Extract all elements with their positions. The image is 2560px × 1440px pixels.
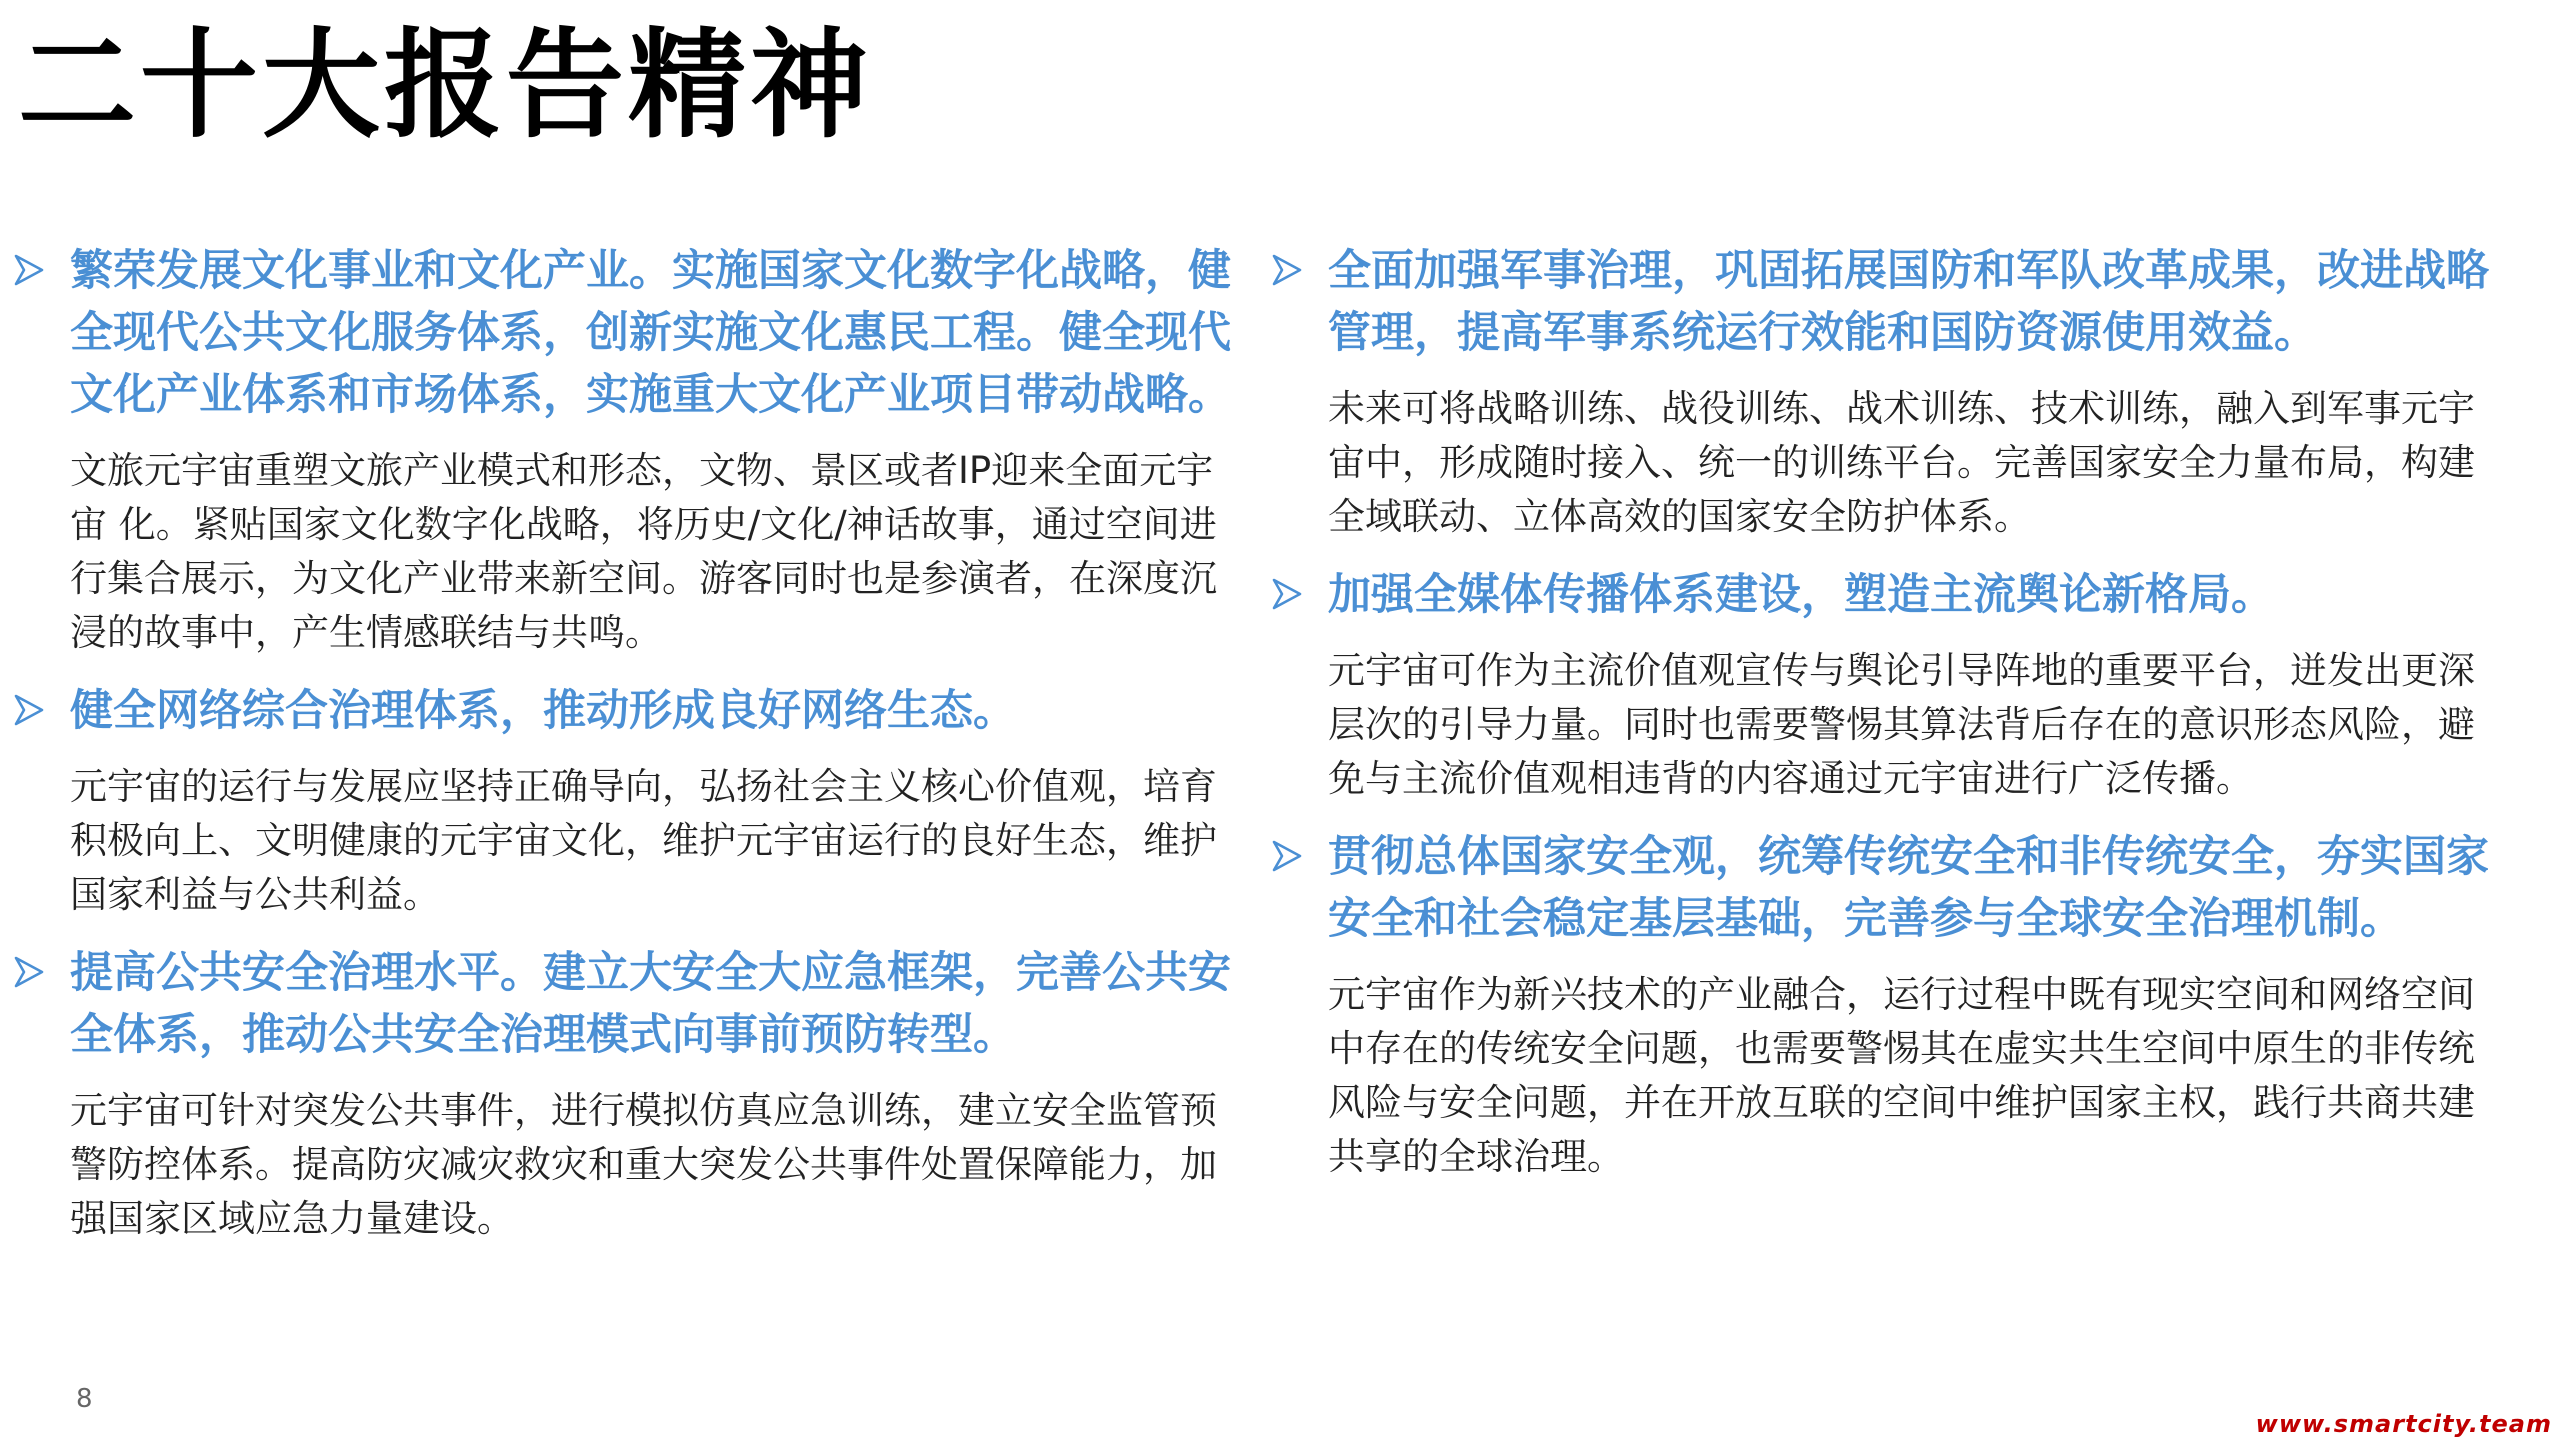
section-public-safety — [14, 942, 1244, 1246]
section-heading — [14, 240, 1244, 426]
section-heading — [1272, 240, 2507, 364]
right-column — [1272, 240, 2507, 1204]
section-body: 文旅元宇宙重塑文旅产业模式和形态，文物、景区或者IP迎来全面元宇宙 化。紧贴国家文化数字化战略，将历史/文化/神话故事，通过空间进行集合展示，为文化产业带来新空间。游客同时也是参演者，在深度沉浸的故事中，产生情感联结与共鸣。 — [70, 449, 1217, 654]
arrow-bullet-icon — [1272, 840, 1302, 872]
section-heading-text: 加强全媒体传播体系建设，塑造主流舆论新格局。 — [1328, 570, 2274, 620]
arrow-bullet-icon — [1272, 254, 1302, 286]
section-heading — [1272, 826, 2507, 950]
arrow-bullet-icon — [14, 254, 44, 286]
section-heading — [1272, 564, 2507, 626]
section-heading — [14, 942, 1244, 1066]
arrow-bullet-icon — [1272, 578, 1302, 610]
left-column — [14, 240, 1244, 1266]
section-body: 元宇宙可针对突发公共事件，进行模拟仿真应急训练，建立安全监管预警防控体系。提高防灾减灾救灾和重大突发公共事件处置保障能力，加强国家区域应急力量建设。 — [70, 1089, 1217, 1240]
arrow-bullet-icon — [14, 694, 44, 726]
section-heading-text: 提高公共安全治理水平。建立大安全大应急框架，完善公共安全体系，推动公共安全治理模式向事前预防转型。 — [70, 948, 1231, 1060]
arrow-bullet-icon — [14, 956, 44, 988]
section-heading-text: 全面加强军事治理，巩固拓展国防和军队改革成果，改进战略管理，提高军事系统运行效能和国防资源使用效益。 — [1328, 246, 2489, 358]
section-body: 元宇宙的运行与发展应坚持正确导向，弘扬社会主义核心价值观，培育积极向上、文明健康的元宇宙文化，维护元宇宙运行的良好生态，维护国家利益与公共利益。 — [70, 765, 1217, 916]
section-body: 未来可将战略训练、战役训练、战术训练、技术训练，融入到军事元宇宙中，形成随时接入、统一的训练平台。完善国家安全力量布局，构建全域联动、立体高效的国家安全防护体系。 — [1328, 387, 2475, 538]
section-heading — [14, 680, 1244, 742]
section-heading-text: 贯彻总体国家安全观，统筹传统安全和非传统安全，夯实国家安全和社会稳定基层基础，完善参与全球安全治理机制。 — [1328, 832, 2489, 944]
section-network — [14, 680, 1244, 922]
section-body: 元宇宙作为新兴技术的产业融合，运行过程中既有现实空间和网络空间中存在的传统安全问题，也需要警惕其在虚实共生空间中原生的非传统风险与安全问题，并在开放互联的空间中维护国家主权，践行共商共建共享的全球治理。 — [1328, 973, 2475, 1178]
section-media — [1272, 564, 2507, 806]
page-title: 二十大报告精神 — [18, 16, 873, 154]
section-national-security — [1272, 826, 2507, 1184]
section-culture — [14, 240, 1244, 660]
section-heading-text: 健全网络综合治理体系，推动形成良好网络生态。 — [70, 686, 1016, 736]
section-body: 元宇宙可作为主流价值观宣传与舆论引导阵地的重要平台，迸发出更深层次的引导力量。同时也需要警惕其算法背后存在的意识形态风险，避免与主流价值观相违背的内容通过元宇宙进行广泛传播。 — [1328, 649, 2475, 800]
section-military — [1272, 240, 2507, 544]
section-heading-text: 繁荣发展文化事业和文化产业。实施国家文化数字化战略，健全现代公共文化服务体系，创新实施文化惠民工程。健全现代文化产业体系和市场体系，实施重大文化产业项目带动战略。 — [70, 246, 1231, 420]
watermark-text: www.smartcity.team — [2255, 1410, 2552, 1438]
page-number: 8 — [76, 1384, 93, 1414]
